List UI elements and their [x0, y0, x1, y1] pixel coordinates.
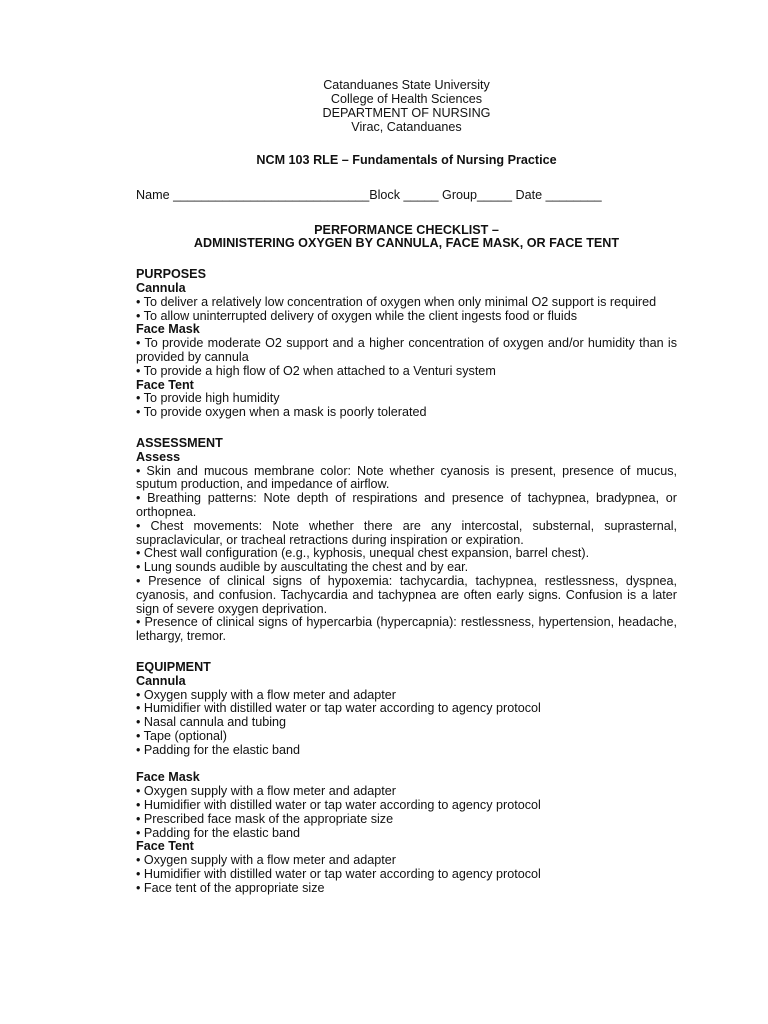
university-name: Catanduanes State University	[323, 78, 490, 92]
list-item: • Oxygen supply with a flow meter and adapter	[136, 687, 396, 702]
list-item: • Prescribed face mask of the appropriate size	[136, 811, 394, 826]
list-item: • To deliver a relatively low concentration of oxygen when only minimal O2 support is required	[136, 294, 657, 309]
list-item: • Padding for the elastic band	[136, 742, 301, 757]
location: Virac, Catanduanes	[351, 120, 462, 134]
list-item: • Face tent of the appropriate size	[136, 880, 325, 895]
college-name: College of Health Sciences	[330, 92, 483, 106]
purposes-heading: PURPOSES	[136, 267, 206, 282]
equipment-heading: EQUIPMENT	[136, 659, 211, 674]
list-item: • Chest wall configuration (e.g., kyphosis, unequal chest expansion, barrel chest).	[136, 546, 590, 561]
department-name: DEPARTMENT OF NURSING	[322, 106, 491, 120]
list-item: • Humidifier with distilled water or tap water according to agency protocol	[136, 701, 541, 716]
purposes-section	[136, 268, 677, 420]
course-title: NCM 103 RLE – Fundamentals of Nursing Practice	[256, 153, 557, 167]
document-content	[136, 78, 677, 896]
equipment-cannula-heading: Cannula	[136, 673, 186, 688]
list-item: • Presence of clinical signs of hypercarbia (hypercapnia): restlessness, hypertension, headache, lethargy, tremor.	[136, 615, 677, 644]
checklist-title	[136, 224, 677, 252]
list-item: • Padding for the elastic band	[136, 825, 301, 840]
purposes-cannula-heading: Cannula	[136, 280, 186, 295]
list-item: • To allow uninterrupted delivery of oxygen while the client ingests food or fluids	[136, 308, 578, 323]
list-item: • To provide moderate O2 support and a higher concentration of oxygen and/or humidity than is provided by cannula	[136, 336, 677, 364]
assessment-heading: ASSESSMENT	[136, 435, 223, 450]
list-item: • To provide a high flow of O2 when attached to a Venturi system	[136, 363, 496, 378]
purposes-face-mask-heading: Face Mask	[136, 322, 200, 337]
checklist-title-line1: PERFORMANCE CHECKLIST –	[314, 222, 499, 237]
assessment-section	[136, 437, 677, 644]
list-item: • Tape (optional)	[136, 728, 227, 743]
list-item: • Oxygen supply with a flow meter and adapter	[136, 784, 396, 799]
spacer	[136, 757, 677, 771]
equipment-section	[136, 661, 677, 896]
list-item: • To provide oxygen when a mask is poorly tolerated	[136, 405, 427, 420]
list-item: • To provide high humidity	[136, 391, 280, 406]
equipment-face-mask-heading: Face Mask	[136, 770, 200, 785]
list-item: • Humidifier with distilled water or tap water according to agency protocol	[136, 798, 541, 813]
list-item: • Chest movements: Note whether there are any intercostal, substernal, suprasternal, supraclavicular, or tracheal retractions during inspiration or expiration.	[136, 518, 677, 547]
assess-heading: Assess	[136, 449, 181, 464]
list-item: • Breathing patterns: Note depth of respirations and presence of tachypnea, bradypnea, or orthopnea.	[136, 491, 677, 519]
list-item: • Presence of clinical signs of hypoxemia: tachycardia, tachypnea, restlessness, dyspnea, cyanosis, and confusion. Tachycardia and tachypnea are often early signs. Confusion is a later sign of severe oxygen deprivation.	[136, 573, 677, 616]
list-item: • Lung sounds audible by auscultating the chest and by ear.	[136, 560, 469, 575]
purposes-face-tent-heading: Face Tent	[136, 377, 194, 392]
student-info-line: Name ____________________________Block _____ Group_____ Date ________	[136, 187, 602, 202]
list-item: • Skin and mucous membrane color: Note whether cyanosis is present, presence of mucus, sputum production, and impedance of airflow.	[136, 463, 677, 492]
checklist-title-line2: ADMINISTERING OXYGEN BY CANNULA, FACE MASK, OR FACE TENT	[193, 236, 620, 251]
document-header	[136, 78, 677, 134]
list-item: • Nasal cannula and tubing	[136, 715, 287, 730]
equipment-face-tent-heading: Face Tent	[136, 839, 194, 854]
list-item: • Oxygen supply with a flow meter and adapter	[136, 853, 396, 868]
list-item: • Humidifier with distilled water or tap water according to agency protocol	[136, 867, 541, 882]
